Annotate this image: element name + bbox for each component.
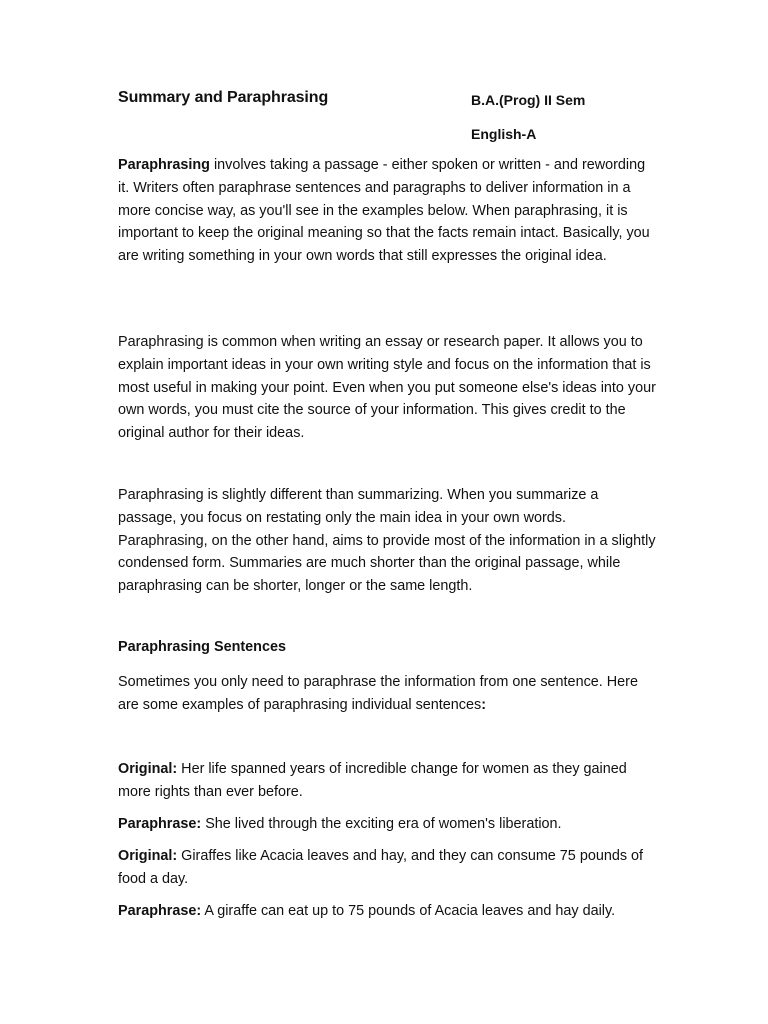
section-intro — [118, 671, 658, 717]
example-text: Giraffes like Acacia leaves and hay, and they can consume 75 pounds of food a day. — [118, 848, 644, 887]
example-paraphrase-2 — [118, 900, 658, 923]
example-text: She lived through the exciting era of women's liberation. — [201, 816, 562, 832]
paragraph-lead-term: Paraphrasing — [118, 157, 210, 173]
paragraph-paraphrasing-vs-summarizing — [118, 484, 658, 598]
document-title: Summary and Paraphrasing — [118, 89, 329, 106]
paragraph-paraphrasing-usage — [118, 331, 658, 445]
section-intro-text: Sometimes you only need to paraphrase the information from one sentence. Here are some examples of paraphrasing individual sentences — [118, 674, 638, 713]
example-original-1 — [118, 758, 658, 804]
example-text: A giraffe can eat up to 75 pounds of Acacia leaves and hay daily. — [201, 903, 616, 919]
example-label: Original: — [118, 761, 178, 777]
section-intro-colon: : — [481, 696, 486, 713]
example-label: Paraphrase: — [118, 903, 202, 919]
example-original-2 — [118, 845, 658, 891]
example-paraphrase-1 — [118, 813, 658, 836]
paragraph-body: Paraphrasing is common when writing an essay or research paper. It allows you to explain important ideas in your own writing style and focus on the information that is most useful in making your point. Even when you put someone else's ideas into your own words, you must cite the source of your information. This gives credit to the original author for their ideas. — [118, 334, 656, 442]
paragraph-paraphrasing-definition — [118, 154, 658, 268]
paragraph-body: Paraphrasing is slightly different than summarizing. When you summarize a passage, you focus on restating only the main idea in your own words. Paraphrasing, on the other hand, aims to provide most of the information in a slightly condensed form. Summaries are much shorter than the original passage, while paraphrasing can be shorter, longer or the same length. — [118, 487, 656, 595]
example-text: Her life spanned years of incredible change for women as they gained more rights than ever before. — [118, 761, 627, 800]
section-heading: Paraphrasing Sentences — [118, 639, 286, 655]
example-label: Paraphrase: — [118, 816, 202, 832]
example-label: Original: — [118, 848, 178, 864]
course-label: B.A.(Prog) II Sem — [471, 92, 586, 108]
paragraph-body: involves taking a passage - either spoken or written - and rewording it. Writers often paraphrase sentences and paragraphs to deliver information in a more concise way, as you'll see in the examples below. When paraphrasing, it is important to keep the original meaning so that the facts remain intact. Basically, you are writing something in your own words that still expresses the original idea. — [118, 157, 650, 265]
subject-label: English-A — [471, 126, 537, 142]
